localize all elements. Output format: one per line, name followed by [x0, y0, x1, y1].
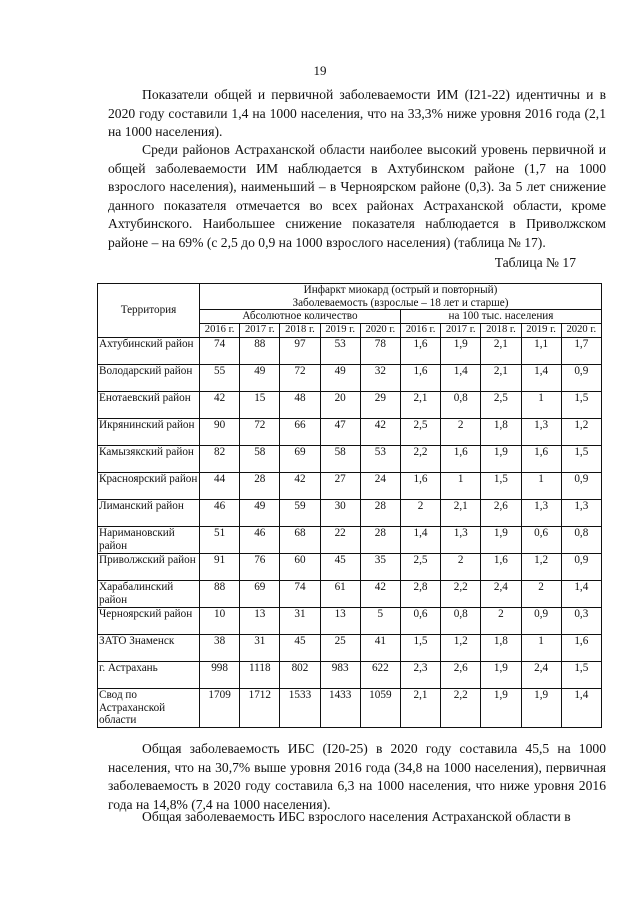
absolute-value-cell: 49 — [320, 365, 360, 392]
rate-value-cell: 2,6 — [481, 500, 521, 527]
rate-value-cell: 1,6 — [481, 554, 521, 581]
rate-value-cell: 2 — [441, 554, 481, 581]
absolute-value-cell: 42 — [280, 473, 320, 500]
rate-year-header: 2020 г. — [561, 324, 601, 338]
absolute-value-cell: 97 — [280, 338, 320, 365]
rate-value-cell: 1,2 — [561, 419, 601, 446]
rate-value-cell: 2,8 — [400, 581, 440, 608]
absolute-value-cell: 46 — [240, 527, 280, 554]
absolute-value-cell: 69 — [240, 581, 280, 608]
rate-value-cell: 2,5 — [400, 554, 440, 581]
rate-value-cell: 1,5 — [481, 473, 521, 500]
rate-value-cell: 0,9 — [561, 473, 601, 500]
rate-value-cell: 2,4 — [521, 662, 561, 689]
rate-value-cell: 1 — [441, 473, 481, 500]
rate-value-cell: 1,9 — [481, 446, 521, 473]
table-row — [98, 392, 602, 419]
paragraph-ibs: Общая заболеваемость ИБС (I20-25) в 2020 году составила 45,5 на 1000 населения, что на 30,7% выше уровня 2016 года (34,8 на 1000 населения), первичная заболеваемость в 2020 году составила 6,3 на 1000 населения, что ниже уровня 2016 года на 14,8% (7,4 на 1000 населения). — [108, 741, 606, 812]
rate-value-cell: 1,9 — [481, 527, 521, 554]
rate-value-cell: 1 — [521, 392, 561, 419]
absolute-value-cell: 88 — [240, 338, 280, 365]
absolute-value-cell: 47 — [320, 419, 360, 446]
rate-value-cell: 1,4 — [400, 527, 440, 554]
rate-value-cell: 1,6 — [400, 473, 440, 500]
rate-value-cell: 1,6 — [521, 446, 561, 473]
absolute-value-cell: 1712 — [240, 689, 280, 728]
rate-value-cell: 1,6 — [441, 446, 481, 473]
absolute-value-cell: 74 — [280, 581, 320, 608]
absolute-value-cell: 51 — [200, 527, 240, 554]
rate-value-cell: 1,4 — [561, 689, 601, 728]
absolute-value-cell: 53 — [320, 338, 360, 365]
abs-year-header: 2017 г. — [240, 324, 280, 338]
territory-cell: Наримановский район — [98, 527, 200, 554]
absolute-value-cell: 45 — [280, 635, 320, 662]
paragraph-ibs-adult: Общая заболеваемость ИБС взрослого населения Астраханской области в — [142, 809, 571, 824]
territory-cell: ЗАТО Знаменск — [98, 635, 200, 662]
territory-cell: Ахтубинский район — [98, 338, 200, 365]
main-header-line2: Заболеваемость (взрослые – 18 лет и старше) — [292, 296, 509, 309]
table-row — [98, 527, 602, 554]
table-row — [98, 473, 602, 500]
rate-value-cell: 2 — [441, 419, 481, 446]
territory-cell: г. Астрахань — [98, 662, 200, 689]
table-row — [98, 662, 602, 689]
absolute-value-cell: 1059 — [360, 689, 400, 728]
territory-cell: Икрянинский район — [98, 419, 200, 446]
rate-value-cell: 1,4 — [521, 365, 561, 392]
absolute-value-cell: 32 — [360, 365, 400, 392]
main-header — [200, 284, 602, 310]
absolute-value-cell: 22 — [320, 527, 360, 554]
rate-value-cell: 1,3 — [561, 500, 601, 527]
absolute-value-cell: 27 — [320, 473, 360, 500]
abs-year-header: 2016 г. — [200, 324, 240, 338]
rate-value-cell: 2,2 — [441, 689, 481, 728]
rate-value-cell: 1,2 — [441, 635, 481, 662]
absolute-value-cell: 5 — [360, 608, 400, 635]
table-row — [98, 365, 602, 392]
absolute-value-cell: 20 — [320, 392, 360, 419]
group-per100k-header: на 100 тыс. населения — [400, 310, 601, 324]
rate-year-header: 2018 г. — [481, 324, 521, 338]
absolute-value-cell: 28 — [360, 500, 400, 527]
territory-cell: Свод по Астраханской области — [98, 689, 200, 728]
absolute-value-cell: 60 — [280, 554, 320, 581]
absolute-value-cell: 48 — [280, 392, 320, 419]
absolute-value-cell: 53 — [360, 446, 400, 473]
rate-value-cell: 2,5 — [481, 392, 521, 419]
rate-value-cell: 1,3 — [521, 500, 561, 527]
rate-value-cell: 1,6 — [400, 338, 440, 365]
rate-value-cell: 2,6 — [441, 662, 481, 689]
rate-value-cell: 1,5 — [400, 635, 440, 662]
morbidity-table — [97, 283, 602, 728]
main-header-line1: Инфаркт миокард (острый и повторный) — [303, 284, 498, 296]
rate-value-cell: 1,3 — [521, 419, 561, 446]
rate-value-cell: 0,6 — [400, 608, 440, 635]
rate-value-cell: 1,1 — [521, 338, 561, 365]
rate-value-cell: 0,3 — [561, 608, 601, 635]
absolute-value-cell: 29 — [360, 392, 400, 419]
rate-value-cell: 0,8 — [561, 527, 601, 554]
territory-header: Территория — [98, 284, 200, 338]
rate-value-cell: 2,1 — [441, 500, 481, 527]
absolute-value-cell: 622 — [360, 662, 400, 689]
absolute-value-cell: 15 — [240, 392, 280, 419]
absolute-value-cell: 1533 — [280, 689, 320, 728]
absolute-value-cell: 31 — [240, 635, 280, 662]
absolute-value-cell: 69 — [280, 446, 320, 473]
rate-value-cell: 1,3 — [441, 527, 481, 554]
rate-value-cell: 1,6 — [400, 365, 440, 392]
table-row — [98, 689, 602, 728]
table-row — [98, 500, 602, 527]
rate-value-cell: 2,1 — [400, 689, 440, 728]
rate-value-cell: 1,9 — [481, 689, 521, 728]
table-row — [98, 581, 602, 608]
abs-year-header: 2018 г. — [280, 324, 320, 338]
absolute-value-cell: 58 — [320, 446, 360, 473]
table-body — [98, 338, 602, 728]
rate-year-header: 2016 г. — [400, 324, 440, 338]
abs-year-header: 2020 г. — [360, 324, 400, 338]
rate-value-cell: 2,1 — [481, 365, 521, 392]
table-row — [98, 338, 602, 365]
absolute-value-cell: 10 — [200, 608, 240, 635]
rate-value-cell: 2 — [521, 581, 561, 608]
absolute-value-cell: 49 — [240, 365, 280, 392]
absolute-value-cell: 66 — [280, 419, 320, 446]
absolute-value-cell: 38 — [200, 635, 240, 662]
absolute-value-cell: 802 — [280, 662, 320, 689]
rate-year-header: 2017 г. — [441, 324, 481, 338]
absolute-value-cell: 44 — [200, 473, 240, 500]
rate-value-cell: 2,2 — [400, 446, 440, 473]
rate-value-cell: 1,5 — [561, 446, 601, 473]
rate-value-cell: 2,3 — [400, 662, 440, 689]
absolute-value-cell: 46 — [200, 500, 240, 527]
rate-value-cell: 0,6 — [521, 527, 561, 554]
table-row — [98, 446, 602, 473]
absolute-value-cell: 74 — [200, 338, 240, 365]
table-row — [98, 608, 602, 635]
absolute-value-cell: 82 — [200, 446, 240, 473]
absolute-value-cell: 91 — [200, 554, 240, 581]
page-number: 19 — [313, 63, 327, 78]
rate-value-cell: 0,9 — [561, 554, 601, 581]
absolute-value-cell: 28 — [360, 527, 400, 554]
rate-value-cell: 1,2 — [521, 554, 561, 581]
territory-cell: Красноярский район — [98, 473, 200, 500]
table-row — [98, 554, 602, 581]
rate-value-cell: 1,9 — [441, 338, 481, 365]
rate-value-cell: 1,8 — [481, 635, 521, 662]
rate-value-cell: 2,1 — [481, 338, 521, 365]
rate-value-cell: 0,9 — [521, 608, 561, 635]
absolute-value-cell: 68 — [280, 527, 320, 554]
rate-value-cell: 1,4 — [561, 581, 601, 608]
rate-value-cell: 0,8 — [441, 392, 481, 419]
absolute-value-cell: 983 — [320, 662, 360, 689]
absolute-value-cell: 30 — [320, 500, 360, 527]
rate-value-cell: 1,9 — [521, 689, 561, 728]
territory-cell: Володарский район — [98, 365, 200, 392]
table-caption: Таблица № 17 — [494, 255, 576, 270]
absolute-value-cell: 24 — [360, 473, 400, 500]
table-row — [98, 635, 602, 662]
territory-cell: Черноярский район — [98, 608, 200, 635]
rate-value-cell: 2,5 — [400, 419, 440, 446]
absolute-value-cell: 76 — [240, 554, 280, 581]
rate-value-cell: 1,9 — [481, 662, 521, 689]
rate-value-cell: 2,1 — [400, 392, 440, 419]
absolute-value-cell: 45 — [320, 554, 360, 581]
rate-value-cell: 1 — [521, 635, 561, 662]
rate-value-cell: 0,9 — [561, 365, 601, 392]
absolute-value-cell: 1709 — [200, 689, 240, 728]
rate-value-cell: 1 — [521, 473, 561, 500]
abs-year-header: 2019 г. — [320, 324, 360, 338]
absolute-value-cell: 49 — [240, 500, 280, 527]
rate-value-cell: 2,4 — [481, 581, 521, 608]
rate-value-cell: 2,2 — [441, 581, 481, 608]
absolute-value-cell: 42 — [360, 581, 400, 608]
absolute-value-cell: 90 — [200, 419, 240, 446]
absolute-value-cell: 41 — [360, 635, 400, 662]
absolute-value-cell: 88 — [200, 581, 240, 608]
table-row — [98, 419, 602, 446]
paragraph-im-indicators: Показатели общей и первичной заболеваемости ИМ (I21-22) идентичны и в 2020 году составили 1,4 на 1000 населения, что на 33,3% ниже уровня 2016 года (2,1 на 1000 населения). — [108, 87, 606, 140]
absolute-value-cell: 42 — [360, 419, 400, 446]
absolute-value-cell: 13 — [240, 608, 280, 635]
rate-value-cell: 1,7 — [561, 338, 601, 365]
rate-year-header: 2019 г. — [521, 324, 561, 338]
rate-value-cell: 0,8 — [441, 608, 481, 635]
group-absolute-header: Абсолютное количество — [200, 310, 401, 324]
rate-value-cell: 1,6 — [561, 635, 601, 662]
absolute-value-cell: 13 — [320, 608, 360, 635]
rate-value-cell: 2 — [481, 608, 521, 635]
absolute-value-cell: 55 — [200, 365, 240, 392]
absolute-value-cell: 78 — [360, 338, 400, 365]
territory-cell: Приволжский район — [98, 554, 200, 581]
absolute-value-cell: 28 — [240, 473, 280, 500]
rate-value-cell: 1,8 — [481, 419, 521, 446]
territory-cell: Харабалинский район — [98, 581, 200, 608]
absolute-value-cell: 61 — [320, 581, 360, 608]
territory-cell: Камызякский район — [98, 446, 200, 473]
absolute-value-cell: 35 — [360, 554, 400, 581]
territory-cell: Енотаевский район — [98, 392, 200, 419]
absolute-value-cell: 31 — [280, 608, 320, 635]
rate-value-cell: 1,4 — [441, 365, 481, 392]
absolute-value-cell: 1433 — [320, 689, 360, 728]
rate-value-cell: 1,5 — [561, 662, 601, 689]
absolute-value-cell: 1118 — [240, 662, 280, 689]
rate-value-cell: 1,5 — [561, 392, 601, 419]
territory-cell: Лиманский район — [98, 500, 200, 527]
absolute-value-cell: 59 — [280, 500, 320, 527]
absolute-value-cell: 42 — [200, 392, 240, 419]
paragraph-districts: Среди районов Астраханской области наиболее высокий уровень первичной и общей заболеваемости ИМ наблюдается в Ахтубинском районе (1,7 на 1000 взрослого населения), наименьший – в Черноярском районе (0,3). За 5 лет снижение данного показателя отмечается во всех районах Астраханской области, кроме Ахтубинского. Наибольшее снижение показателя наблюдается в Приволжском районе – на 69% (с 2,5 до 0,9 на 1000 взрослого населения) (таблица № 17). — [108, 142, 606, 250]
absolute-value-cell: 25 — [320, 635, 360, 662]
absolute-value-cell: 58 — [240, 446, 280, 473]
absolute-value-cell: 72 — [280, 365, 320, 392]
absolute-value-cell: 998 — [200, 662, 240, 689]
rate-value-cell: 2 — [400, 500, 440, 527]
absolute-value-cell: 72 — [240, 419, 280, 446]
